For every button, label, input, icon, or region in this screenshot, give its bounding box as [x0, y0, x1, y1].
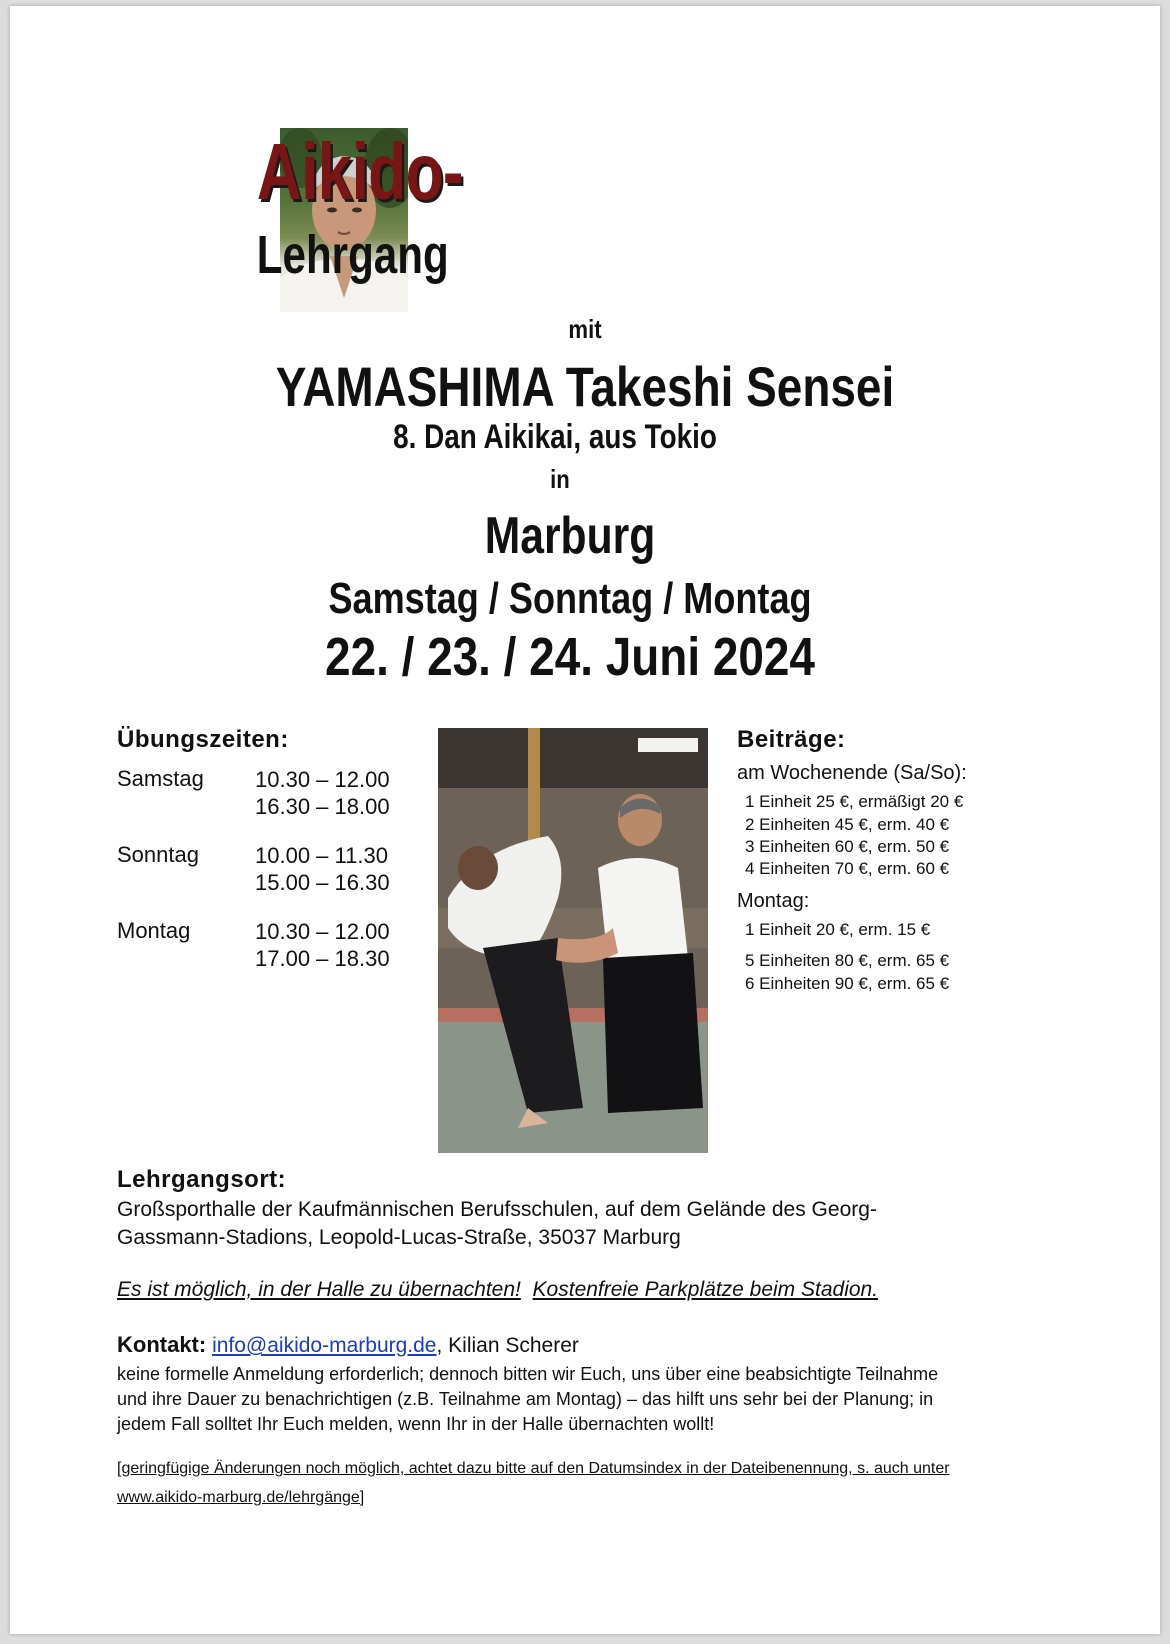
fees-heading: Beiträge:: [737, 726, 846, 753]
schedule-day: Montag: [117, 918, 191, 943]
schedule-time: 10.00 – 11.30: [255, 843, 388, 868]
location-address: [117, 1196, 1077, 1252]
schedule-time: 10.30 – 12.00: [255, 919, 390, 944]
schedule-heading: Übungszeiten:: [117, 726, 289, 753]
overnight-note: Es ist möglich, in der Halle zu übernachten!: [117, 1278, 521, 1301]
schedule-time: 16.30 – 18.00: [255, 794, 390, 819]
in-label: in: [550, 464, 570, 494]
contact-heading: Kontakt:: [117, 1332, 207, 1357]
footnote-line: [geringfügige Änderungen noch möglich, achtet dazu bitte auf den Datumsindex in der Dateibenennung, s. auch unter: [117, 1460, 950, 1477]
fee-item: 6 Einheiten 90 €, erm. 65 €: [745, 974, 950, 993]
fee-item: 3 Einheiten 60 €, erm. 50 €: [745, 837, 950, 856]
event-dates: 22. / 23. / 24. Juni 2024: [325, 627, 815, 687]
schedule-day: Sonntag: [117, 842, 199, 867]
fees-weekend-label: am Wochenende (Sa/So):: [737, 762, 967, 784]
fee-item: 5 Einheiten 80 €, erm. 65 €: [745, 951, 950, 970]
notes: [117, 1276, 1077, 1304]
schedule-time: 15.00 – 16.30: [255, 870, 390, 895]
contact-text: [117, 1362, 1077, 1437]
subtitle: Lehrgang: [256, 225, 449, 285]
fee-item: 1 Einheit 25 €, ermäßigt 20 €: [745, 792, 964, 811]
footnote-line: www.aikido-marburg.de/lehrgänge]: [117, 1489, 365, 1506]
parking-note: Kostenfreie Parkplätze beim Stadion.: [532, 1278, 879, 1301]
contact-email-link[interactable]: info@aikido-marburg.de: [212, 1334, 437, 1357]
location-heading: Lehrgangsort:: [117, 1166, 287, 1193]
contact-line: [117, 1331, 1077, 1360]
schedule-time: 10.30 – 12.00: [255, 767, 390, 792]
contact-text-line: keine formelle Anmeldung erforderlich; dennoch bitten wir Euch, uns über eine beabsichtigte Teilnahme: [117, 1364, 939, 1384]
event-days: Samstag / Sonntag / Montag: [328, 574, 812, 623]
flyer-page: [10, 6, 1160, 1634]
schedule-times: [255, 842, 425, 896]
fee-item: 2 Einheiten 45 €, erm. 40 €: [745, 815, 950, 834]
title: Aikido-: [256, 127, 463, 216]
fee-item: 4 Einheiten 70 €, erm. 60 €: [745, 859, 950, 878]
contact-person: , Kilian Scherer: [436, 1334, 579, 1357]
schedule-times: [255, 918, 425, 972]
city: Marburg: [484, 507, 656, 565]
with-label: mit: [568, 314, 602, 344]
fees-monday-label: Montag:: [737, 890, 810, 912]
aikido-action-photo: [438, 728, 708, 1153]
teacher-name: YAMASHIMA Takeshi Sensei: [275, 355, 895, 418]
fee-item: 1 Einheit 20 €, erm. 15 €: [745, 920, 931, 939]
contact-text-line: jedem Fall solltet Ihr Euch melden, wenn Ihr in der Halle übernachten wollt!: [117, 1414, 715, 1434]
schedule-times: [255, 766, 425, 820]
footnote: [117, 1454, 1077, 1512]
teacher-rank: 8. Dan Aikikai, aus Tokio: [393, 418, 717, 456]
schedule-day: Samstag: [117, 766, 204, 791]
schedule-time: 17.00 – 18.30: [255, 946, 390, 971]
contact-text-line: und ihre Dauer zu benachrichtigen (z.B. Teilnahme am Montag) – das hilft uns sehr bei der Planung; in: [117, 1389, 934, 1409]
location-line: Großsporthalle der Kaufmännischen Berufsschulen, auf dem Gelände des Georg-: [117, 1198, 877, 1221]
location-line: Gassmann-Stadions, Leopold-Lucas-Straße, 35037 Marburg: [117, 1226, 681, 1249]
